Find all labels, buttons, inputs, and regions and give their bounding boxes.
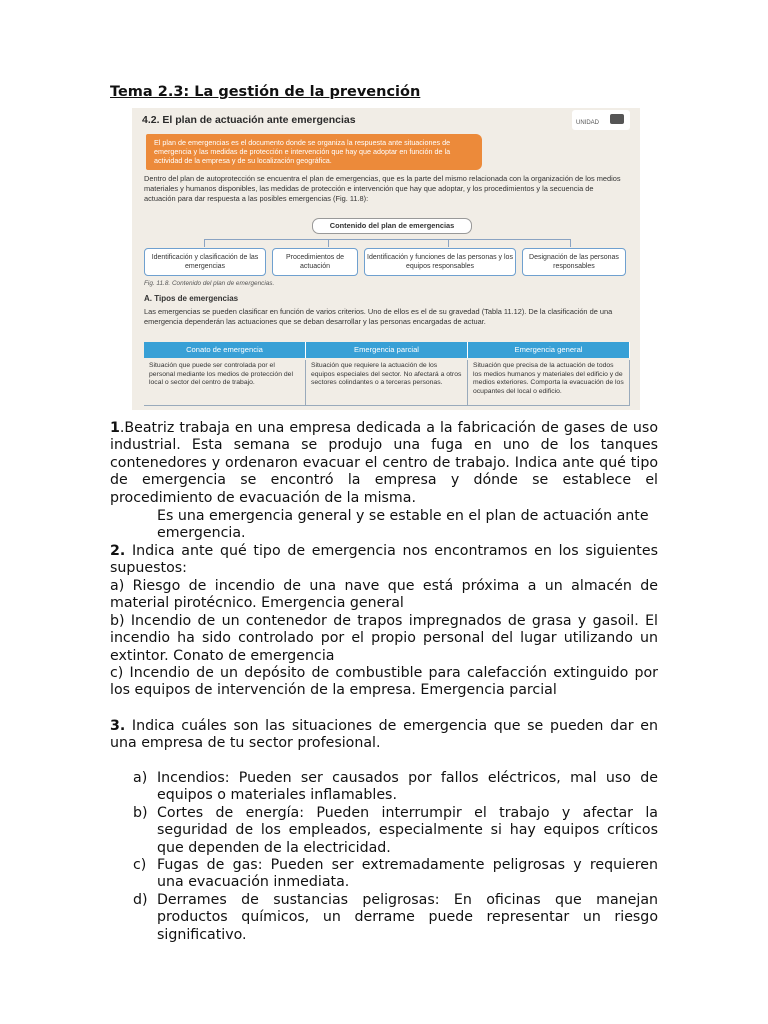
list-item — [110, 857, 658, 892]
question-number: 1 — [110, 420, 120, 436]
diagram-box: Procedimientos de actuación — [272, 248, 358, 276]
question-3 — [110, 718, 658, 753]
question-number: 2. — [110, 543, 126, 559]
table-row — [144, 360, 630, 406]
unit-badge — [572, 110, 630, 130]
table-cell: Situación que puede ser controlada por el personal mediante los medios de protección del local o sector del centro de trabajo. — [144, 360, 306, 406]
list-item-text: Fugas de gas: Pueden ser extremadamente peligrosas y requieren una evacuación inmediata. — [157, 857, 658, 891]
table-header-cell: Emergencia parcial — [306, 342, 468, 358]
table-cell: Situación que requiere la actuación de los equipos especiales del sector. No afectará a otros sectores colindantes o a terceras personas. — [306, 360, 468, 406]
question-text: .Beatriz trabaja en una empresa dedicada a la fabricación de gases de uso industrial. Esta semana se produjo una fuga en uno de los tanques contenedores y ordenaron evacuar el centro de trabajo. Indica ante qué tipo de emergencia se encontró la empresa y dónde se establece el procedimiento de evacuación de la misma. — [110, 420, 658, 506]
diagram-connector — [204, 239, 570, 240]
list-item — [110, 805, 658, 857]
list-marker: b) — [133, 804, 148, 821]
list-item-text: Incendios: Pueden ser causados por fallos eléctricos, mal uso de equipos o materiales inflamables. — [157, 770, 658, 804]
list-item — [110, 892, 658, 944]
emergency-list — [110, 770, 658, 944]
unit-label: UNIDAD — [576, 120, 600, 126]
diagram-connector — [570, 239, 571, 247]
table-header-cell: Emergencia general — [468, 342, 630, 358]
figure-caption: Fig. 11.8. Contenido del plan de emergencias. — [144, 280, 275, 287]
list-item-text: Cortes de energía: Pueden interrumpir el trabajo y afectar la seguridad de los empleados, especialmente si hay equipos críticos que dependen de la electricidad. — [157, 804, 658, 856]
diagram-connector — [328, 239, 329, 247]
list-marker: d) — [133, 891, 148, 908]
table-cell: Situación que precisa de la actuación de todos los medios humanos y materiales del edificio y de medios exteriores. Comporta la evacuación de los ocupantes del local o edificio. — [468, 360, 630, 406]
question-2 — [110, 543, 658, 578]
list-marker: c) — [133, 857, 147, 874]
hand-icon — [610, 114, 624, 124]
table-header — [144, 342, 630, 358]
list-item — [110, 770, 658, 805]
table-header-cell: Conato de emergencia — [144, 342, 306, 358]
question-text: Indica cuáles son las situaciones de emergencia que se pueden dar en una empresa de tu sector profesional. — [110, 718, 658, 752]
scan-paragraph-2: Las emergencias se pueden clasificar en función de varios criterios. Uno de ellos es el de su gravedad (Tabla 11.12). De la clasificación de una emergencia dependerán las actuaciones que se deban desarrollar y las personas encargadas de actuar. — [144, 307, 613, 326]
answer-2b: b) Incendio de un contenedor de trapos impregnados de grasa y gasoil. El incendio ha sido controlado por el propio personal del lugar utilizando un extintor. Conato de emergencia — [110, 613, 658, 664]
scan-subheading: A. Tipos de emergencias — [144, 294, 239, 303]
diagram-title: Contenido del plan de emergencias — [312, 218, 472, 234]
diagram-connector — [448, 239, 449, 247]
scan-paragraph: Dentro del plan de autoprotección se encuentra el plan de emergencias, que es la parte del mismo relacionada con la organización de los medios materiales y humanos disponibles, las medidas de protección e intervención que hay que adoptar, y los procedimientos y la secuencia de actuación para dar respuesta a las posibles emergencias (Fig. 11.8): — [144, 174, 621, 203]
question-number: 3. — [110, 718, 126, 734]
answer-2c: c) Incendio de un depósito de combustible para calefacción extinguido por los equipos de intervención de la empresa. Emergencia parcial — [110, 665, 658, 699]
page-title: Tema 2.3: La gestión de la prevención — [110, 84, 421, 100]
diagram-connector — [204, 239, 205, 247]
textbook-scan — [132, 108, 640, 410]
list-marker: a) — [133, 770, 148, 786]
diagram-box: Designación de las personas responsables — [522, 248, 626, 276]
list-item-text: Derrames de sustancias peligrosas: En oficinas que manejan productos químicos, un derrame puede representar un riesgo significativo. — [157, 891, 658, 943]
question-1 — [110, 420, 658, 507]
diagram-box: Identificación y funciones de las personas y los equipos responsables — [364, 248, 516, 276]
answer-1: Es una emergencia general y se estable en el plan de actuación ante emergencia. — [157, 508, 649, 542]
diagram-box: Identificación y clasificación de las emergencias — [144, 248, 266, 276]
question-text: Indica ante qué tipo de emergencia nos encontramos en los siguientes supuestos: — [110, 543, 658, 577]
scan-heading: 4.2. El plan de actuación ante emergencias — [142, 114, 356, 126]
answer-2a: a) Riesgo de incendio de una nave que está próxima a un almacén de material pirotécnico. Emergencia general — [110, 578, 658, 612]
definition-box: El plan de emergencias es el documento donde se organiza la respuesta ante situaciones de emergencia y las medidas de protección e intervención que hay que adoptar en función de la actividad de la empresa y de su localización geográfica. — [146, 134, 482, 170]
